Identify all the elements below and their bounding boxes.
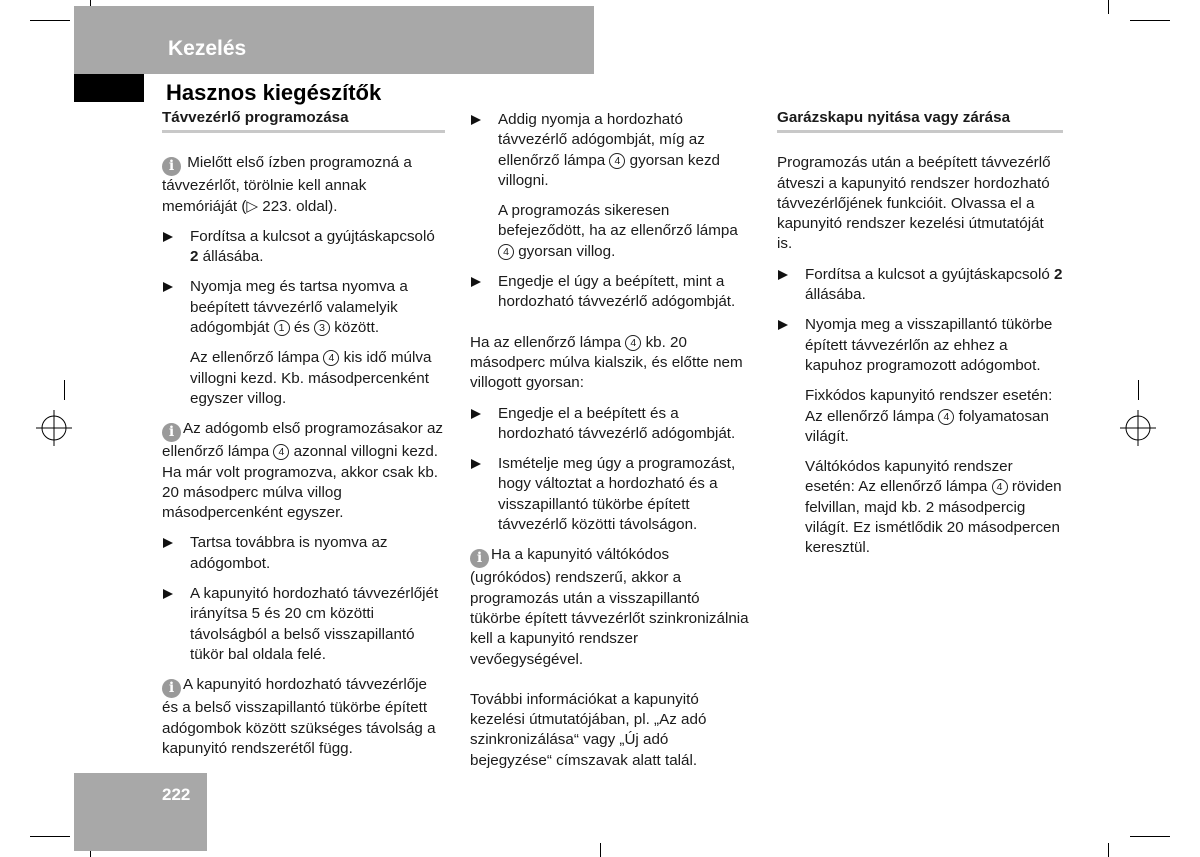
paragraph: További információkat a kapunyitó kezelési útmutatójában, pl. „Az adó szinkronizálása“ vagy „Új adó bejegyzése“ címszavak alatt talál. bbox=[470, 690, 707, 769]
info-icon: i bbox=[162, 157, 181, 176]
info-icon: i bbox=[162, 423, 181, 442]
arrow-bullet-icon bbox=[163, 538, 173, 548]
header-marker bbox=[74, 74, 144, 102]
indicator-lamp-4-icon: 4 bbox=[273, 444, 289, 460]
instruction-step: Ismételje meg úgy a programozást, hogy változtat a hordozható és a visszapillantó tükörbe épített távvezérlő közötti távolságon. bbox=[470, 454, 752, 535]
instruction-step: Engedje el a beépített és a hordozható távvezérlő adógombját. bbox=[470, 404, 752, 445]
crop-mark bbox=[1138, 380, 1139, 400]
button-1-icon: 1 bbox=[274, 320, 290, 336]
arrow-bullet-icon bbox=[778, 320, 788, 330]
registration-mark bbox=[1120, 410, 1156, 446]
instruction-step: Tartsa továbbra is nyomva az adógombot. bbox=[162, 533, 445, 574]
indicator-lamp-4-icon: 4 bbox=[992, 479, 1008, 495]
registration-mark bbox=[36, 410, 72, 446]
info-text: Mielőtt első ízben programozná a távvezérlőt, törölnie kell annak memóriáját (▷ 223. oldal). bbox=[162, 154, 412, 215]
indicator-lamp-4-icon: 4 bbox=[609, 153, 625, 169]
crop-mark bbox=[1130, 836, 1170, 837]
arrow-bullet-icon bbox=[163, 232, 173, 242]
arrow-bullet-icon bbox=[163, 589, 173, 599]
step-result: A programozás sikeresen befejeződött, ha az ellenőrző lámpa 4 gyorsan villog. bbox=[498, 202, 738, 260]
chapter-title: Kezelés bbox=[168, 37, 247, 60]
arrow-bullet-icon bbox=[471, 409, 481, 419]
arrow-bullet-icon bbox=[471, 115, 481, 125]
instruction-step: Engedje el úgy a beépített, mint a hordozható távvezérlő adógombját. bbox=[470, 272, 752, 313]
info-note: i Ha a kapunyitó váltókódos (ugrókódos) rendszerű, akkor a programozás után a visszapillantó tükörbe épített távvezérlőt szinkronizálnia kell a kapunyitó rendszer vevőegységével. bbox=[470, 546, 749, 668]
column-3 bbox=[777, 108, 1063, 559]
info-icon: i bbox=[162, 679, 181, 698]
instruction-step: Fordítsa a kulcsot a gyújtáskapcsoló 2 állásába. bbox=[162, 227, 445, 268]
arrow-bullet-icon bbox=[163, 282, 173, 292]
instruction-step: Addig nyomja a hordozható távvezérlő adógombját, míg az ellenőrző lámpa 4 gyorsan kezd villogni. bbox=[470, 110, 752, 191]
crop-mark bbox=[1130, 20, 1170, 21]
arrow-bullet-icon bbox=[778, 270, 788, 280]
info-note: i A kapunyitó hordozható távvezérlője és a belső visszapillantó tükörbe épített adógombok között szükséges távolság a kapunyitó rendszerétől függ. bbox=[162, 676, 436, 757]
indicator-lamp-4-icon: 4 bbox=[938, 409, 954, 425]
instruction-step: Fordítsa a kulcsot a gyújtáskapcsoló 2 állásába. bbox=[777, 265, 1063, 306]
page-number: 222 bbox=[162, 785, 191, 804]
crop-mark bbox=[600, 843, 601, 857]
info-icon: i bbox=[470, 549, 489, 568]
instruction-step: Nyomja meg a visszapillantó tükörbe épített távvezérlőn az ehhez a kapuhoz programozott adógombot. bbox=[777, 315, 1063, 376]
subsection-heading: Garázskapu nyitása vagy zárása bbox=[777, 108, 1063, 133]
chapter-header-bar bbox=[74, 6, 594, 74]
step-result: Váltókódos kapunyitó rendszer esetén: Az ellenőrző lámpa 4 röviden felvillan, majd kb. 2 másodpercig világít. Ez ismétlődik 20 másodpercen keresztül. bbox=[805, 458, 1062, 557]
step-result: Az ellenőrző lámpa 4 kis idő múlva villogni kezd. Kb. másodpercenként egyszer villog. bbox=[190, 349, 432, 407]
section-title: Hasznos kiegészítők bbox=[166, 80, 382, 105]
crop-mark bbox=[1108, 843, 1109, 857]
paragraph: Ha az ellenőrző lámpa 4 kb. 20 másodperc múlva kialszik, és előtte nem villogott gyorsan: bbox=[470, 333, 743, 392]
instruction-step: Nyomja meg és tartsa nyomva a beépített távvezérlő valamelyik adógombját 1 és 3 között. bbox=[162, 277, 445, 338]
crop-mark bbox=[64, 380, 65, 400]
column-2 bbox=[470, 108, 752, 771]
step-result: Fixkódos kapunyitó rendszer esetén: Az ellenőrző lámpa 4 folyamatosan világít. bbox=[805, 387, 1053, 445]
indicator-lamp-4-icon: 4 bbox=[498, 244, 514, 260]
info-note bbox=[162, 153, 445, 217]
crop-mark bbox=[1108, 0, 1109, 14]
crop-mark bbox=[30, 836, 70, 837]
instruction-step: A kapunyitó hordozható távvezérlőjét irányítsa 5 és 20 cm közötti távolságból a belső visszapillantó tükör bal oldala felé. bbox=[162, 584, 445, 665]
info-note: i Az adógomb első programozásakor az ellenőrző lámpa 4 azonnal villogni kezd. Ha már volt programozva, akkor csak kb. 20 másodperc múlva villog másodpercenként egyszer. bbox=[162, 420, 444, 522]
paragraph: Programozás után a beépített távvezérlő átveszi a kapunyitó rendszer hordozható távvezérlőjének funkcióit. Olvassa el a kapunyitó rendszer kezelési útmutatóját is. bbox=[777, 154, 1051, 253]
arrow-bullet-icon bbox=[471, 459, 481, 469]
crop-mark bbox=[30, 20, 70, 21]
button-3-icon: 3 bbox=[314, 320, 330, 336]
indicator-lamp-4-icon: 4 bbox=[625, 335, 641, 351]
subsection-heading: Távvezérlő programozása bbox=[162, 108, 445, 133]
column-1 bbox=[162, 108, 445, 759]
arrow-bullet-icon bbox=[471, 277, 481, 287]
indicator-lamp-4-icon: 4 bbox=[323, 350, 339, 366]
